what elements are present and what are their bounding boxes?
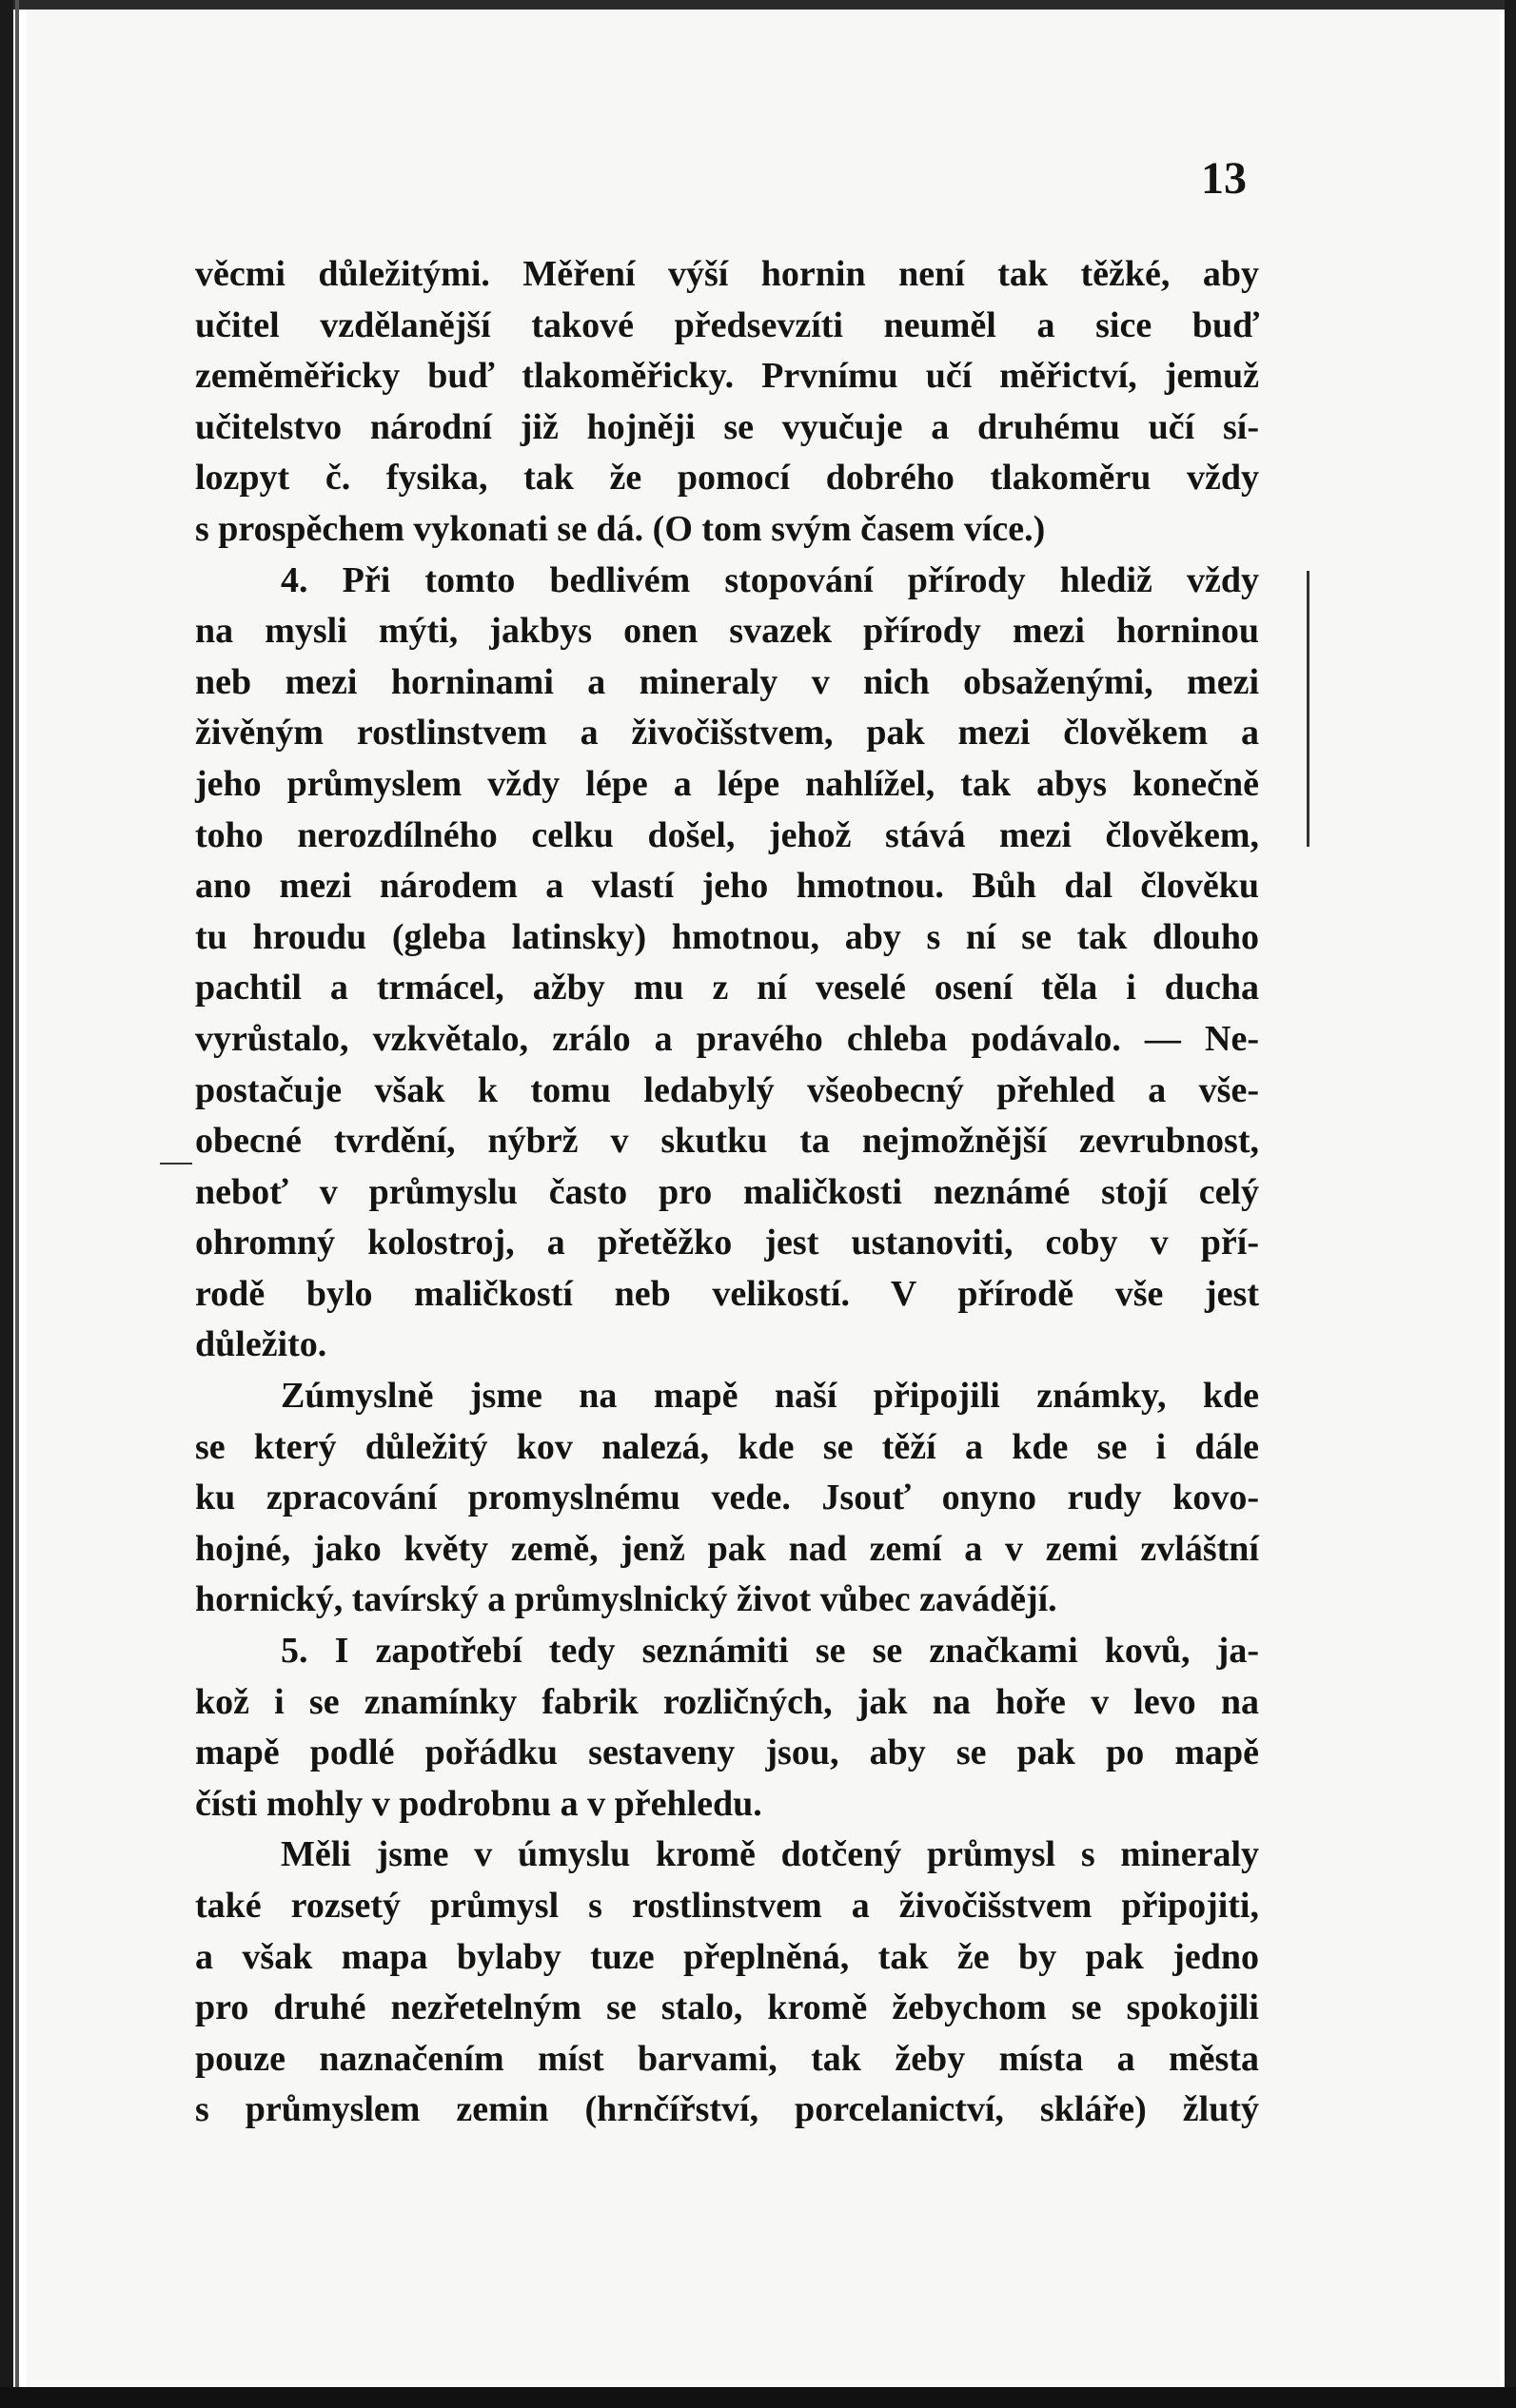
scan-border-left-inner [15,0,19,2408]
text-line: 5. I zapotřebí tedy seznámiti se se značkami kovů, ja- [281,1631,1259,1672]
margin-dash-mark [160,1163,192,1165]
scan-border-bottom [0,2387,1516,2408]
text-line: ku zpracování promyslnému vede. Jsouť onyno rudy kovo- [195,1478,1259,1518]
text-line: postačuje však k tomu ledabylý všeobecný přehled a vše- [195,1069,1259,1110]
text-line: také rozsetý průmysl s rostlinstvem a živočišstvem připojiti, [195,1886,1259,1926]
scan-border-left [0,0,13,2408]
text-line: 4. Při tomto bedlivém stopování přírody hlediž vždy [281,559,1259,600]
text-line: vyrůstalo, vzkvětalo, zrálo a pravého chleba podávalo. — Ne- [195,1018,1259,1059]
text-line: Zúmyslně jsme na mapě naší připojili známky, kde [281,1376,1259,1417]
text-line: pachtil a trmácel, ažby mu z ní veselé osení těla i ducha [195,968,1259,1008]
text-line: na mysli mýti, jakbys onen svazek přírody mezi horninou [195,611,1259,652]
text-line: neb mezi horninami a mineraly v nich obsaženými, mezi [195,661,1259,702]
text-line: jeho průmyslem vždy lépe a lépe nahlížel, tak abys konečně [195,763,1259,804]
scan-border-right [1505,0,1516,2408]
text-line: s prospěchem vykonati se dá. (O tom svým časem více.) [195,508,1046,549]
margin-line-mark [1307,571,1309,847]
text-line: neboť v průmyslu často pro maličkosti neznámé stojí celý [195,1171,1259,1212]
text-line: zeměměřicky buď tlakoměřicky. Prvnímu učí měřictví, jemuž [195,356,1259,397]
page-number: 13 [1201,153,1247,204]
text-line: obecné tvrdění, nýbrž v skutku ta nejmožnější zevrubnost, [195,1121,1259,1162]
text-line: čísti mohly v podrobnu a v přehledu. [195,1783,762,1824]
text-line: tu hroudu (gleba latinsky) hmotnou, aby s ní se tak dlouho [195,916,1259,957]
text-line: věcmi důležitými. Měření výší hornin není tak těžké, aby [195,254,1259,294]
text-line: kož i se znamínky fabrik rozličných, jak na hoře v levo na [195,1681,1259,1722]
text-line: hornický, tavírský a průmyslnický život vůbec zavádějí. [195,1579,1057,1620]
text-line: a však mapa bylaby tuze přeplněná, tak že by pak jedno [195,1936,1259,1977]
text-line: důležito. [195,1324,327,1365]
text-line: ohromný kolostroj, a přetěžko jest ustanoviti, coby v pří- [195,1223,1259,1263]
text-line: se který důležitý kov nalezá, kde se těží a kde se i dále [195,1426,1259,1467]
text-line: učitel vzdělanější takové předsevzíti neuměl a sice buď [195,304,1259,345]
text-line: pouze naznačením míst barvami, tak žeby místa a města [195,2038,1259,2079]
text-line: s průmyslem zemin (hrnčířství, porcelanictví, skláře) žlutý [195,2089,1259,2130]
scan-border-top [0,0,1516,10]
text-line: rodě bylo maličkostí neb velikostí. V přírodě vše jest [195,1273,1259,1314]
text-line: Měli jsme v úmyslu kromě dotčený průmysl s mineraly [281,1834,1259,1875]
text-line: toho nerozdílného celku došel, jehož stává mezi člověkem, [195,814,1259,855]
text-line: živěným rostlinstvem a živočišstvem, pak mezi člověkem a [195,713,1259,754]
text-line: mapě podlé pořádku sestaveny jsou, aby se pak po mapě [195,1733,1259,1773]
text-line: lozpyt č. fysika, tak že pomocí dobrého tlakoměru vždy [195,458,1259,499]
text-line: učitelstvo národní již hojněji se vyučuje a druhému učí sí- [195,406,1259,447]
text-line: ano mezi národem a vlastí jeho hmotnou. Bůh dal člověku [195,866,1259,907]
body-text [195,249,1259,2136]
text-line: pro druhé nezřetelným se stalo, kromě žebychom se spokojili [195,1987,1259,2028]
text-line: hojné, jako květy země, jenž pak nad zemí a v zemi zvláštní [195,1528,1259,1569]
